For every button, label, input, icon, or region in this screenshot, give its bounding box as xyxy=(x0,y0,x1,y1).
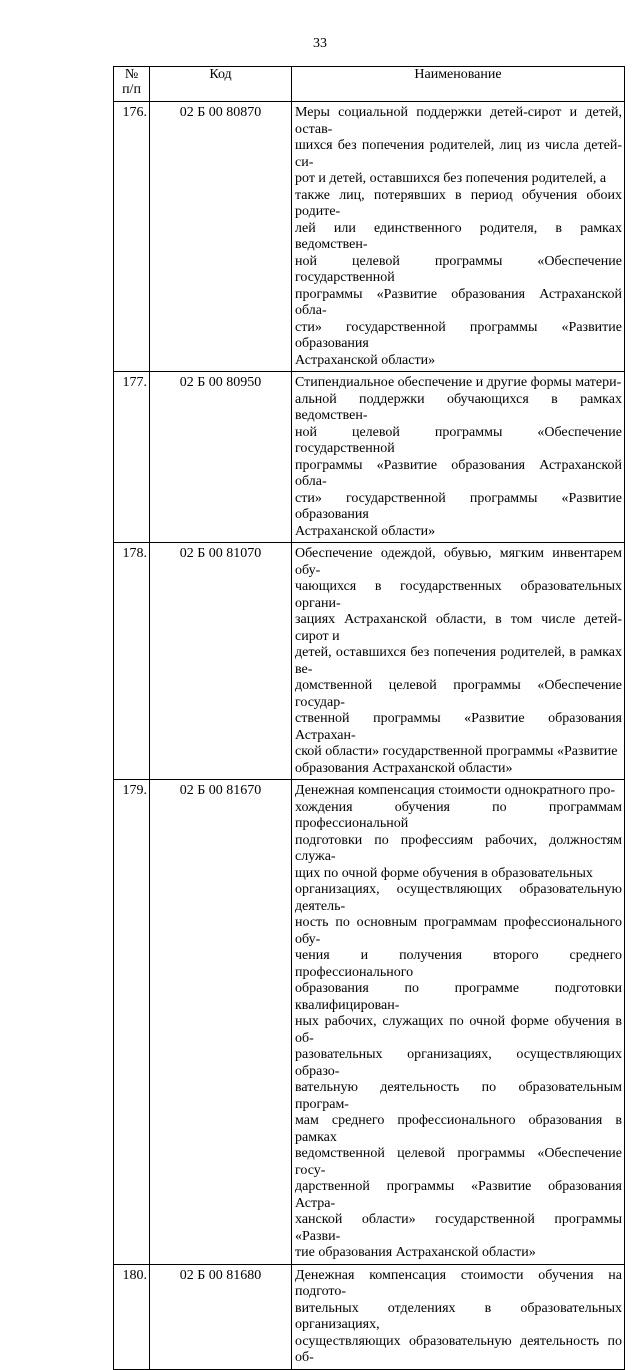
row-name-line: также лиц, потерявших в период обучения обоих родите- xyxy=(295,187,622,219)
row-name-line: чающихся в государственных образовательных органи- xyxy=(295,579,622,611)
row-number: 179. xyxy=(114,780,150,1265)
row-code: 02 Б 00 80870 xyxy=(150,102,292,372)
row-name-line: программы «Развитие образования Астраханской обла- xyxy=(295,286,622,318)
header-number-line-1: № xyxy=(124,67,139,82)
table-row xyxy=(114,102,625,372)
row-name-line: дарственной программы «Развитие образования Астра- xyxy=(295,1179,622,1211)
row-name-line: ных рабочих, служащих по очной форме обучения в об- xyxy=(295,1014,622,1046)
row-code: 02 Б 00 81680 xyxy=(150,1264,292,1369)
row-name-line: щих по очной форме обучения в образовательных xyxy=(295,865,593,881)
row-name xyxy=(292,102,625,372)
row-name-line: ной целевой программы «Обеспечение государственной xyxy=(295,424,622,456)
row-name-line: ность по основным программам профессионального обу- xyxy=(295,915,622,947)
row-name-line: мам среднего профессионального образования в рамках xyxy=(295,1113,622,1145)
row-name-line: тие образования Астраханской области» xyxy=(295,1245,536,1260)
table-row xyxy=(114,372,625,543)
row-name-line: образования Астраханской области» xyxy=(295,760,513,776)
row-name-line: сти» государственной программы «Развитие образования xyxy=(295,490,622,522)
row-name xyxy=(292,372,625,543)
row-name-line: домственной целевой программы «Обеспечение государ- xyxy=(295,678,622,710)
row-name-line: сти» государственной программы «Развитие образования xyxy=(295,319,622,351)
header-number xyxy=(114,67,150,102)
row-name-line: Обеспечение одеждой, обувью, мягким инвентарем обу- xyxy=(295,546,622,578)
row-name-line: ведомственной целевой программы «Обеспечение госу- xyxy=(295,1146,622,1178)
row-name-line: Астраханской области» xyxy=(295,352,436,368)
row-name-line: лей или единственного родителя, в рамках ведомствен- xyxy=(295,220,622,252)
row-name-line: программы «Развитие образования Астраханской обла- xyxy=(295,457,622,489)
row-name xyxy=(292,1264,625,1369)
row-name-line: организациях, осуществляющих образовательную деятель- xyxy=(295,882,622,914)
row-name-line: рот и детей, оставшихся без попечения родителей, а xyxy=(295,171,607,186)
row-name-line: ственной программы «Развитие образования Астрахан- xyxy=(295,711,622,743)
row-name-line: вительных отделениях в образовательных организациях, xyxy=(295,1300,622,1332)
row-name xyxy=(292,780,625,1265)
row-number: 177. xyxy=(114,372,150,543)
row-code: 02 Б 00 81670 xyxy=(150,780,292,1265)
row-code: 02 Б 00 80950 xyxy=(150,372,292,543)
row-name-line: Денежная компенсация стоимости обучения на подгото- xyxy=(295,1267,622,1299)
row-name-line: шихся без попечения родителей, лиц из числа детей-си- xyxy=(295,138,622,170)
row-name-line: ханской области» государственной программы «Разви- xyxy=(295,1212,622,1244)
header-number-line-2: п/п xyxy=(122,82,141,97)
row-code: 02 Б 00 81070 xyxy=(150,543,292,780)
row-name-line: ной целевой программы «Обеспечение государственной xyxy=(295,253,622,285)
row-number: 180. xyxy=(114,1264,150,1369)
row-name xyxy=(292,543,625,780)
row-name-line: альной поддержки обучающихся в рамках ведомствен- xyxy=(295,391,622,423)
row-name-line: Денежная компенсация стоимости однократного про- xyxy=(295,783,616,798)
row-name-line: Стипендиальное обеспечение и другие формы матери- xyxy=(295,375,622,390)
row-name-line: образования по программе подготовки квалифицирован- xyxy=(295,981,622,1013)
row-name-line: ской области» государственной программы «Развитие xyxy=(295,744,618,759)
row-name-line: Астраханской области» xyxy=(295,523,436,539)
row-name-line: детей, оставшихся без попечения родителей, в рамках ве- xyxy=(295,645,622,677)
budget-classification-table xyxy=(113,66,625,1370)
row-name-line: хождения обучения по программам профессиональной xyxy=(295,799,622,831)
table-row xyxy=(114,543,625,780)
header-code: Код xyxy=(150,67,292,102)
row-number: 176. xyxy=(114,102,150,372)
row-name-line: Меры социальной поддержки детей-сирот и детей, остав- xyxy=(295,105,622,137)
row-name-line: вательную деятельность по образовательным програм- xyxy=(295,1080,622,1112)
table-header-row xyxy=(114,67,625,102)
row-name-line: зациях Астраханской области, в том числе детей-сирот и xyxy=(295,612,622,644)
table-row xyxy=(114,1264,625,1369)
row-name-line: осуществляющих образовательную деятельность по об- xyxy=(295,1333,622,1365)
row-number: 178. xyxy=(114,543,150,780)
row-name-line: чения и получения второго среднего профессионального xyxy=(295,948,622,980)
table-row xyxy=(114,780,625,1265)
page-number: 33 xyxy=(313,36,327,51)
row-name-line: разовательных организациях, осуществляющих образо- xyxy=(295,1047,622,1079)
row-name-line: подготовки по профессиям рабочих, должностям служа- xyxy=(295,832,622,864)
header-name: Наименование xyxy=(292,67,625,102)
